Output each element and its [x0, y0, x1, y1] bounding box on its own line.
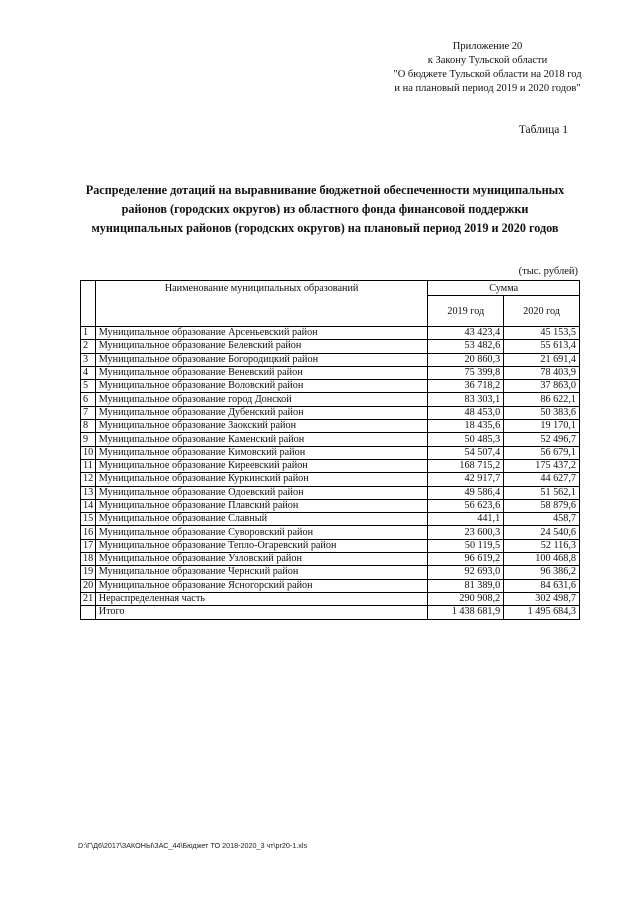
row-value-2020: 51 562,1: [504, 486, 580, 499]
table-row: [81, 366, 580, 379]
table-row: [81, 513, 580, 526]
table-row: [81, 539, 580, 552]
row-number: 3: [81, 353, 96, 366]
row-name: Муниципальное образование Воловский район: [95, 380, 428, 393]
row-value-2020: 78 403,9: [504, 366, 580, 379]
row-value-2019: 92 693,0: [428, 566, 504, 579]
row-name: Итого: [95, 606, 428, 619]
appendix-law-title: "О бюджете Тульской области на 2018 год: [393, 69, 582, 80]
table-row: [81, 393, 580, 406]
table-label: Таблица 1: [518, 124, 568, 136]
row-value-2019: 56 623,6: [428, 499, 504, 512]
row-name: Муниципальное образование Одоевский район: [95, 486, 428, 499]
table-row: [81, 446, 580, 459]
document-title: [60, 181, 590, 238]
table-row: [81, 592, 580, 605]
table-row: [81, 340, 580, 353]
row-number: 15: [81, 513, 96, 526]
row-value-2019: 53 482,6: [428, 340, 504, 353]
row-number: [81, 606, 96, 619]
table-row: [81, 353, 580, 366]
row-number: 6: [81, 393, 96, 406]
row-value-2019: 81 389,0: [428, 579, 504, 592]
header-num: [81, 281, 96, 327]
row-value-2020: 84 631,6: [504, 579, 580, 592]
row-number: 5: [81, 380, 96, 393]
row-name: Муниципальное образование Плавский район: [95, 499, 428, 512]
row-number: 8: [81, 420, 96, 433]
row-name: Муниципальное образование Куркинский район: [95, 473, 428, 486]
row-number: 20: [81, 579, 96, 592]
row-value-2020: 58 879,6: [504, 499, 580, 512]
subsidy-table: [80, 280, 580, 620]
file-path: D:\Г\Д6\2017\ЗАКОНЫ\ЗАС_44\Бюджет ТО 2018-2020_3 чт\pr20-1.xls: [78, 841, 308, 850]
table-row: [81, 553, 580, 566]
row-number: 7: [81, 406, 96, 419]
table-row: [81, 566, 580, 579]
row-value-2020: 52 496,7: [504, 433, 580, 446]
table-row: [81, 406, 580, 419]
row-number: 21: [81, 592, 96, 605]
row-number: 4: [81, 366, 96, 379]
row-name: Нераспределенная часть: [95, 592, 428, 605]
row-value-2019: 48 453,0: [428, 406, 504, 419]
appendix-header: [360, 40, 615, 96]
row-number: 9: [81, 433, 96, 446]
table-row: [81, 380, 580, 393]
row-value-2019: 18 435,6: [428, 420, 504, 433]
row-name: Муниципальное образование город Донской: [95, 393, 428, 406]
header-2019: 2019 год: [428, 296, 504, 327]
row-name: Муниципальное образование Суворовский район: [95, 526, 428, 539]
header-2020: 2020 год: [504, 296, 580, 327]
row-value-2019: 42 917,7: [428, 473, 504, 486]
row-value-2020: 21 691,4: [504, 353, 580, 366]
row-value-2020: 45 153,5: [504, 327, 580, 340]
row-number: 14: [81, 499, 96, 512]
appendix-number: Приложение 20: [452, 41, 523, 52]
header-sum: Сумма: [428, 281, 580, 296]
row-name: Муниципальное образование Киреевский район: [95, 459, 428, 472]
row-name: Муниципальное образование Чернский район: [95, 566, 428, 579]
title-line-3: муниципальных районов (городских округов) на плановый период 2019 и 2020 годов: [91, 221, 559, 235]
row-value-2020: 175 437,2: [504, 459, 580, 472]
row-value-2019: 83 303,1: [428, 393, 504, 406]
row-number: 10: [81, 446, 96, 459]
row-number: 13: [81, 486, 96, 499]
row-name: Муниципальное образование Кимовский район: [95, 446, 428, 459]
header-name: Наименование муниципальных образований: [95, 281, 428, 327]
row-value-2019: 50 119,5: [428, 539, 504, 552]
row-value-2020: 458,7: [504, 513, 580, 526]
table-row: [81, 433, 580, 446]
row-value-2019: 50 485,3: [428, 433, 504, 446]
row-value-2020: 19 170,1: [504, 420, 580, 433]
table-row: [81, 606, 580, 619]
table-row: [81, 459, 580, 472]
table-row: [81, 526, 580, 539]
row-name: Муниципальное образование Славный: [95, 513, 428, 526]
appendix-law-period: и на плановый период 2019 и 2020 годов": [394, 83, 581, 94]
row-value-2019: 43 423,4: [428, 327, 504, 340]
row-value-2020: 86 622,1: [504, 393, 580, 406]
table-row: [81, 499, 580, 512]
table-row: [81, 579, 580, 592]
row-name: Муниципальное образование Узловский район: [95, 553, 428, 566]
row-value-2019: 75 399,8: [428, 366, 504, 379]
row-name: Муниципальное образование Богородицкий район: [95, 353, 428, 366]
row-number: 16: [81, 526, 96, 539]
row-name: Муниципальное образование Белевский район: [95, 340, 428, 353]
row-value-2020: 50 383,6: [504, 406, 580, 419]
row-name: Муниципальное образование Арсеньевский район: [95, 327, 428, 340]
row-value-2019: 1 438 681,9: [428, 606, 504, 619]
row-name: Муниципальное образование Ясногорский район: [95, 579, 428, 592]
row-value-2020: 56 679,1: [504, 446, 580, 459]
row-number: 2: [81, 340, 96, 353]
appendix-law: к Закону Тульской области: [427, 55, 548, 66]
table-row: [81, 473, 580, 486]
row-value-2019: 23 600,3: [428, 526, 504, 539]
row-value-2020: 1 495 684,3: [504, 606, 580, 619]
row-value-2020: 100 468,8: [504, 553, 580, 566]
row-value-2019: 168 715,2: [428, 459, 504, 472]
row-name: Муниципальное образование Заокский район: [95, 420, 428, 433]
table-row: [81, 420, 580, 433]
row-name: Муниципальное образование Веневский район: [95, 366, 428, 379]
row-value-2020: 44 627,7: [504, 473, 580, 486]
row-value-2019: 54 507,4: [428, 446, 504, 459]
row-name: Муниципальное образование Каменский район: [95, 433, 428, 446]
row-number: 17: [81, 539, 96, 552]
row-value-2019: 96 619,2: [428, 553, 504, 566]
units-label: (тыс. рублей): [518, 266, 578, 277]
row-number: 12: [81, 473, 96, 486]
title-line-1: Распределение дотаций на выравнивание бюджетной обеспеченности муниципальных: [85, 183, 565, 197]
table-body: [81, 327, 580, 620]
row-value-2020: 24 540,6: [504, 526, 580, 539]
row-value-2019: 441,1: [428, 513, 504, 526]
table-row: [81, 327, 580, 340]
row-number: 18: [81, 553, 96, 566]
row-name: Муниципальное образование Тепло-Огаревский район: [95, 539, 428, 552]
row-value-2020: 37 863,0: [504, 380, 580, 393]
row-value-2019: 290 908,2: [428, 592, 504, 605]
row-number: 11: [81, 459, 96, 472]
row-value-2019: 36 718,2: [428, 380, 504, 393]
row-value-2020: 55 613,4: [504, 340, 580, 353]
row-value-2020: 52 116,3: [504, 539, 580, 552]
row-name: Муниципальное образование Дубенский район: [95, 406, 428, 419]
row-value-2020: 302 498,7: [504, 592, 580, 605]
row-value-2019: 20 860,3: [428, 353, 504, 366]
row-value-2020: 96 386,2: [504, 566, 580, 579]
row-number: 1: [81, 327, 96, 340]
row-value-2019: 49 586,4: [428, 486, 504, 499]
title-line-2: районов (городских округов) из областного фонда финансовой поддержки: [121, 202, 529, 216]
table-row: [81, 486, 580, 499]
row-number: 19: [81, 566, 96, 579]
